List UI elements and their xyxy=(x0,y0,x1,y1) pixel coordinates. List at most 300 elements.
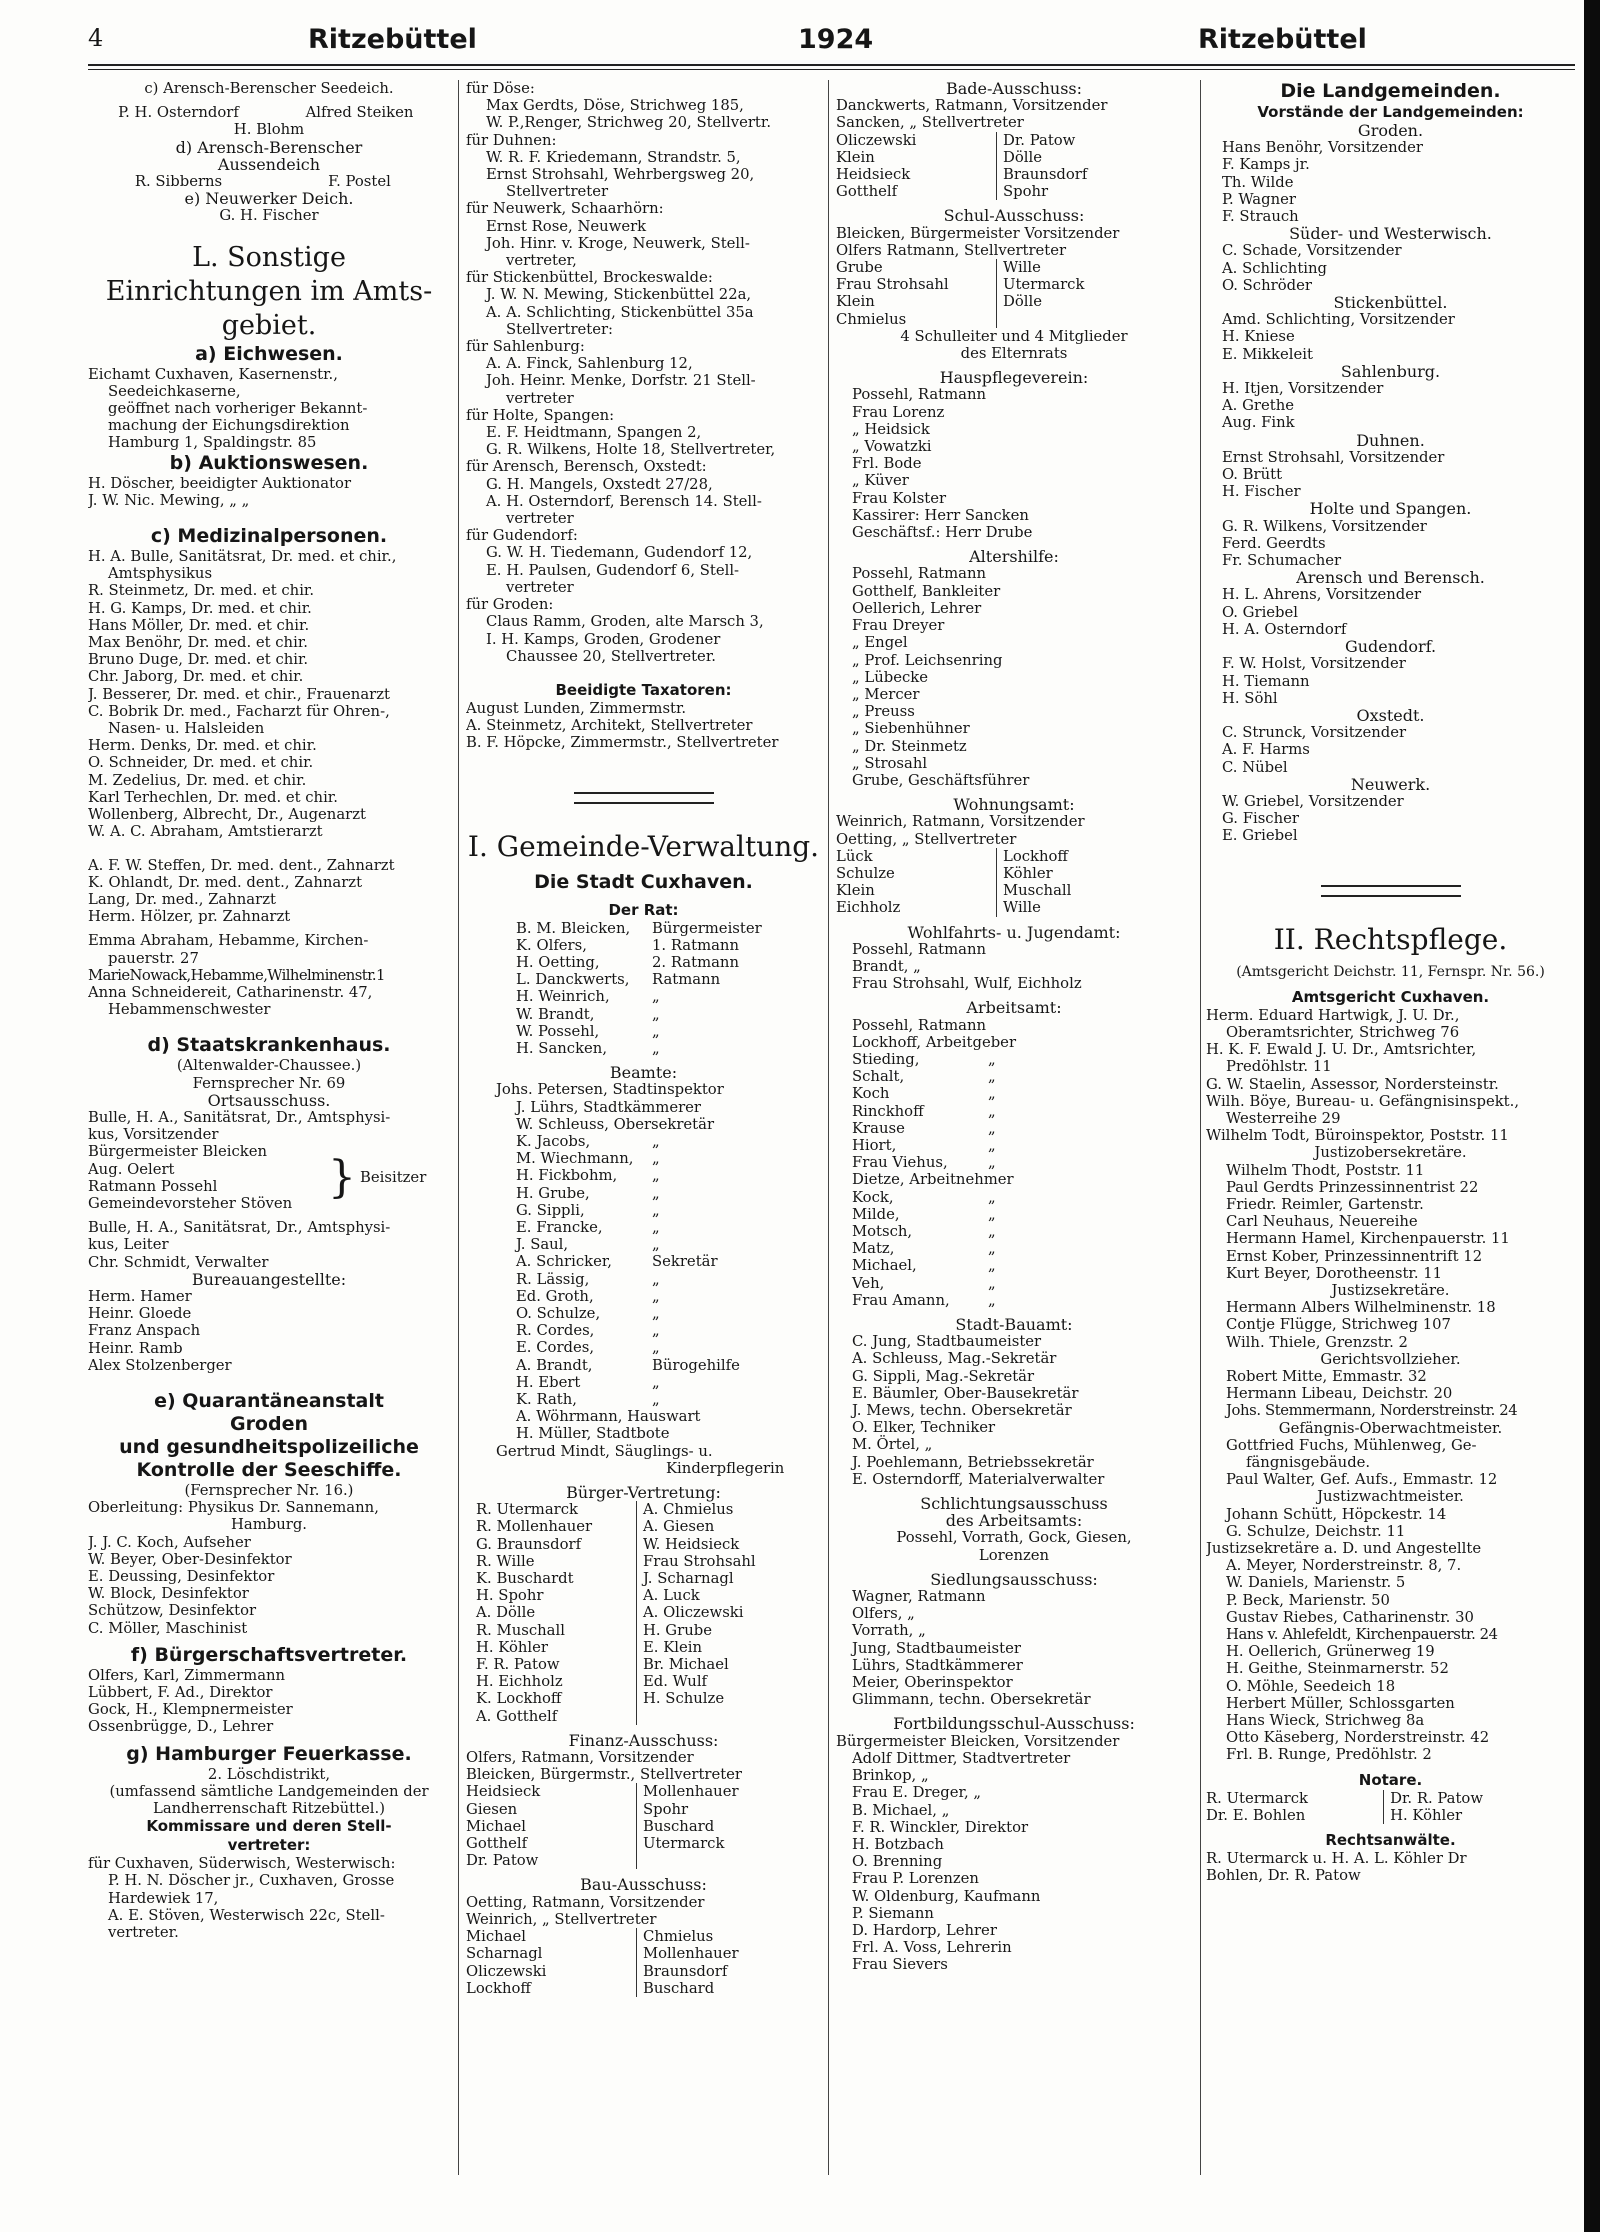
list-item xyxy=(836,183,1192,200)
text-line: Chr. Jaborg, Dr. med. et chir. xyxy=(88,668,304,686)
text-line: Bulle, H. A., Sanitätsrat, Dr., Amtsphysi- xyxy=(88,1108,391,1126)
list-item-left: R. Muschall xyxy=(476,1622,637,1639)
text-line: A. A. Finck, Sahlenburg 12, xyxy=(486,355,693,373)
header-left-title: Ritzebüttel xyxy=(308,24,477,55)
list-item-left: Eichholz xyxy=(836,899,997,916)
text-line: O. Möhle, Seedeich 18 xyxy=(1226,1677,1396,1695)
text-line: Ratmann Possehl xyxy=(88,1177,218,1195)
text-line: W. R. F. Kriedemann, Strandstr. 5, xyxy=(486,148,741,166)
list-item xyxy=(852,1257,1192,1274)
text-line: Bleicken, Bürgermeister Vorsitzender xyxy=(836,224,1120,242)
text-line: Kinderpflegerin xyxy=(666,1459,785,1477)
list-item xyxy=(476,1501,821,1518)
list-item xyxy=(836,848,1192,865)
text-line: vertreter xyxy=(506,389,574,407)
list-item-right xyxy=(637,1708,643,1725)
list-item xyxy=(516,1357,821,1374)
list-item-right: W. Heidsieck xyxy=(643,1535,740,1553)
text-line: O. Schneider, Dr. med. et chir. xyxy=(88,754,314,772)
text-line: Westerreihe 29 xyxy=(1226,1109,1341,1127)
header-year: 1924 xyxy=(798,24,874,55)
list-item-left: Grube xyxy=(836,259,997,276)
text-line: vertreter, xyxy=(506,252,577,270)
text-line: 2. Löschdistrikt, xyxy=(207,1765,331,1783)
text-line: O. Griebel xyxy=(1222,603,1299,621)
list-item-left: Krause xyxy=(852,1119,905,1137)
text-line: Glimmann, techn. Obersekretär xyxy=(852,1691,1091,1709)
list-item-right: Muschall xyxy=(1003,882,1072,900)
list-item-right xyxy=(637,1852,643,1869)
text-line: „ Lübecke xyxy=(852,668,928,686)
text-line: H. Tiemann xyxy=(1222,672,1310,690)
text-line: (Altenwalder-Chaussee.) xyxy=(176,1057,362,1075)
section-heading: Groden xyxy=(229,1412,309,1435)
list-item-right: „ xyxy=(988,1257,996,1275)
text-line: H. Kniese xyxy=(1222,328,1295,346)
list-item-right: „ xyxy=(652,1339,660,1357)
text-line: Predöhlstr. 11 xyxy=(1226,1058,1332,1076)
list-item xyxy=(466,1835,821,1852)
list-item xyxy=(516,1219,821,1236)
text-line: Ossenbrügge, D., Lehrer xyxy=(88,1718,274,1736)
text-line: W. Griebel, Vorsitzender xyxy=(1222,792,1404,810)
list-item-right: E. Klein xyxy=(643,1638,703,1656)
list-item xyxy=(836,293,1192,310)
text-line: Emma Abraham, Hebamme, Kirchen- xyxy=(88,932,369,950)
list-item-right: „ xyxy=(988,1291,996,1309)
list-item-left: Klein xyxy=(836,293,997,310)
text-line: F. R. Winckler, Direktor xyxy=(852,1818,1029,1836)
text-line: Dietze, Arbeitnehmer xyxy=(852,1171,1014,1189)
list-item-left: Giesen xyxy=(466,1801,637,1818)
list-item-left: Rinckhoff xyxy=(852,1102,924,1120)
subsection-heading: Stickenbüttel. xyxy=(1333,293,1448,313)
list-item xyxy=(836,166,1192,183)
list-item-right: Mollenhauer xyxy=(643,1945,739,1963)
list-item-right: „ xyxy=(988,1274,996,1292)
text-line: Danckwerts, Ratmann, Vorsitzender xyxy=(836,97,1108,115)
text-line: A. Schlichting xyxy=(1222,259,1328,277)
list-item-right: „ xyxy=(652,988,660,1006)
text-line: Aug. Oelert xyxy=(88,1160,175,1178)
column-4 xyxy=(1206,80,1575,2210)
name-pair: P. H. Osterndorf Alfred Steiken xyxy=(118,104,414,122)
text-line: Wollenberg, Albrecht, Dr., Augenarzt xyxy=(88,806,366,824)
subsection-heading: Gerichtsvollzieher. xyxy=(1320,1350,1461,1368)
list-item-left: Michael, xyxy=(852,1257,917,1275)
text-line: A. Steinmetz, Architekt, Stellvertreter xyxy=(466,717,753,735)
list-item-left: K. Buschardt xyxy=(476,1570,637,1587)
list-item xyxy=(852,1103,1192,1120)
list-item-right: „ xyxy=(652,1304,660,1322)
text-line: Gotthelf, Bankleiter xyxy=(852,582,1001,600)
text-line: G. R. Wilkens, Holte 18, Stellvertreter, xyxy=(486,441,776,459)
text-line: Hamburg 1, Spaldingstr. 85 xyxy=(108,434,317,452)
list-item-left: W. Possehl, xyxy=(516,1022,600,1040)
list-item-right: „ xyxy=(988,1050,996,1068)
list-item xyxy=(476,1553,821,1570)
text-line: Chr. Schmidt, Verwalter xyxy=(88,1253,269,1271)
section-title: L. Sonstige xyxy=(192,241,346,273)
subsection-heading: Bau-Ausschuss: xyxy=(580,1875,707,1895)
text-line: E. H. Paulsen, Gudendorf 6, Stell- xyxy=(486,561,740,579)
text-line: für Groden: xyxy=(466,596,554,614)
list-item-right: Wille xyxy=(1003,259,1041,277)
text-line: Hermann Hamel, Kirchenpauerstr. 11 xyxy=(1226,1230,1510,1248)
text-line: P. Siemann xyxy=(852,1904,934,1922)
text-line: O. Brütt xyxy=(1222,466,1283,484)
list-item-right: A. Luck xyxy=(643,1587,700,1605)
schul-list xyxy=(836,259,1192,328)
text-line: J. Poehlemann, Betriebssekretär xyxy=(852,1453,1094,1471)
list-item xyxy=(516,1236,821,1253)
list-item xyxy=(516,1202,821,1219)
list-item xyxy=(516,971,821,988)
list-item xyxy=(516,988,821,1005)
list-item-left: M. Wiechmann, xyxy=(516,1150,634,1168)
text-line: A. Grethe xyxy=(1222,397,1294,415)
text-line: Oetting, Ratmann, Vorsitzender xyxy=(466,1893,705,1911)
list-item xyxy=(476,1536,821,1553)
subsection-heading: Hauspflegeverein: xyxy=(939,368,1089,388)
text-line: M. Zedelius, Dr. med. et chir. xyxy=(88,771,307,789)
list-item xyxy=(476,1690,821,1707)
text-line: Hermann Albers Wilhelminenstr. 18 xyxy=(1226,1299,1496,1317)
list-item-left: Frau Strohsahl xyxy=(836,276,997,293)
section-title: gebiet. xyxy=(221,309,317,341)
column-rule-3 xyxy=(1200,80,1201,2175)
list-item xyxy=(476,1604,821,1621)
list-item-left: B. M. Bleicken, xyxy=(516,919,631,937)
text-line: „ Siebenhühner xyxy=(852,720,970,738)
list-item-right: Buschard xyxy=(643,1817,715,1835)
list-item xyxy=(516,1374,821,1391)
list-item-right: „ xyxy=(652,1287,660,1305)
list-item xyxy=(516,1288,821,1305)
finanz-list xyxy=(466,1783,821,1869)
text-line: Hans v. Ahlefeldt, Kirchenpauerstr. 24 xyxy=(1226,1626,1498,1644)
text-line: vertreter xyxy=(506,510,574,528)
text-line: Bruno Duge, Dr. med. et chir. xyxy=(88,651,309,669)
list-item-left: Koch xyxy=(852,1085,890,1103)
list-item xyxy=(852,1189,1192,1206)
list-item-right: J. Scharnagl xyxy=(643,1570,734,1588)
arbeitsamt-list xyxy=(836,1051,1192,1171)
text-line: O. Schröder xyxy=(1222,276,1312,294)
text-line: Wilh. Böye, Bureau- u. Gefängnisinspekt., xyxy=(1206,1092,1520,1110)
list-item-right: A. Oliczewski xyxy=(643,1604,744,1622)
list-item-left: R. Cordes, xyxy=(516,1322,595,1340)
text-line: Brandt, „ xyxy=(852,957,921,975)
list-item xyxy=(466,1963,821,1980)
subsection-heading: des Arbeitsamts: xyxy=(945,1511,1083,1531)
text-line: G. Fischer xyxy=(1222,810,1299,828)
text-line: Amd. Schlichting, Vorsitzender xyxy=(1222,311,1455,329)
header-right-title: Ritzebüttel xyxy=(1198,24,1367,55)
text-line: B. Michael, „ xyxy=(852,1801,950,1819)
list-item-right: „ xyxy=(988,1068,996,1086)
text-line: G. H. Mangels, Oxstedt 27/28, xyxy=(486,475,713,493)
text-line: Hermann Libeau, Deichstr. 20 xyxy=(1226,1385,1453,1403)
text-line: „ Mercer xyxy=(852,685,920,703)
subsection-heading: Justizobersekretäre. xyxy=(1314,1144,1467,1162)
text-line: Chaussee 20, Stellvertreter. xyxy=(506,647,716,665)
list-item-left: Frau Amann, xyxy=(852,1291,950,1309)
text-line: August Lunden, Zimmermstr. xyxy=(466,699,687,717)
list-item xyxy=(836,899,1192,916)
list-item xyxy=(852,1223,1192,1240)
list-item-right: „ xyxy=(652,1391,660,1408)
text-line: Gemeindevorsteher Stöven xyxy=(88,1194,293,1212)
text-line: Ernst Strohsahl, Wehrbergsweg 20, xyxy=(486,166,755,184)
list-item xyxy=(852,1085,1192,1102)
list-item-left: G. Sippli, xyxy=(516,1201,585,1219)
list-item xyxy=(852,1120,1192,1137)
text-line: „ Heidsick xyxy=(852,420,930,438)
text-line: Vorrath, „ xyxy=(852,1622,926,1640)
list-item xyxy=(476,1518,821,1535)
list-item-right: Lockhoff xyxy=(1003,847,1068,865)
list-item-right: Frau Strohsahl xyxy=(643,1552,756,1570)
text-line: J. W. N. Mewing, Stickenbüttel 22a, xyxy=(486,286,752,304)
list-item-right: Mollenhauer xyxy=(643,1783,739,1801)
text-line: F. Strauch xyxy=(1222,208,1299,226)
text-line: G. R. Wilkens, Vorsitzender xyxy=(1222,517,1427,535)
text-line: Brinkop, „ xyxy=(852,1767,929,1785)
subsection-heading: Sahlenburg. xyxy=(1340,361,1441,381)
list-item-left: Oliczewski xyxy=(836,132,997,149)
text-line: Weinrich, „ Stellvertreter xyxy=(466,1910,657,1928)
list-item-right xyxy=(997,311,1003,328)
name-pair: R. Sibberns F. Postel xyxy=(134,173,391,191)
text-line: für Holte, Spangen: xyxy=(466,406,615,424)
subsection-heading: Groden. xyxy=(1357,121,1424,140)
list-item xyxy=(836,311,1192,328)
list-item xyxy=(836,132,1192,149)
column-rule-1 xyxy=(458,80,459,2175)
text-line: Justizsekretäre a. D. und Angestellte xyxy=(1206,1540,1482,1558)
list-item xyxy=(516,1253,821,1270)
list-item-left: A. Schricker, xyxy=(516,1253,613,1271)
text-line: C. Bobrik Dr. med., Facharzt für Ohren-, xyxy=(88,702,390,720)
text-line: B. F. Höpcke, Zimmermstr., Stellvertreter xyxy=(466,734,779,752)
text-line: Bohlen, Dr. R. Patow xyxy=(1206,1867,1361,1885)
list-item-right: „ xyxy=(988,1154,996,1172)
text-line: Lockhoff, Arbeitgeber xyxy=(852,1033,1017,1051)
column-3 xyxy=(836,80,1192,2210)
list-item-right: „ xyxy=(652,1373,660,1391)
text-line: Th. Wilde xyxy=(1222,173,1294,191)
list-item-left: Heidsieck xyxy=(466,1783,637,1800)
text-line: kus, Vorsitzender xyxy=(88,1126,219,1144)
section-heading: Rechtsanwälte. xyxy=(1325,1831,1456,1850)
list-item-right: „ xyxy=(652,1150,660,1168)
list-item-left: Schalt, xyxy=(852,1068,905,1086)
list-item xyxy=(836,865,1192,882)
list-item-left: K. Lockhoff xyxy=(476,1690,637,1707)
list-item-right: Ed. Wulf xyxy=(643,1673,708,1691)
list-item-right: „ xyxy=(652,1132,660,1150)
text-line: E. Deussing, Desinfektor xyxy=(88,1568,275,1585)
list-item xyxy=(516,1040,821,1057)
text-line: W. A. C. Abraham, Amtstierarzt xyxy=(88,823,323,841)
text-line: Ernst Rose, Neuwerk xyxy=(486,217,647,235)
section-heading: Notare. xyxy=(1358,1770,1423,1789)
text-line: J. Besserer, Dr. med. et chir., Frauenarzt xyxy=(88,685,390,703)
subsection-heading: Fortbildungsschul-Ausschuss: xyxy=(893,1714,1135,1734)
section-heading: c) Medizinalpersonen. xyxy=(150,525,388,548)
section-heading: e) Quarantäneanstalt xyxy=(154,1389,384,1412)
list-item-left: H. Fickbohm, xyxy=(516,1167,618,1185)
text-line: W. Beyer, Ober-Desinfektor xyxy=(88,1550,292,1568)
text-line: Otto Käseberg, Norderstreinstr. 42 xyxy=(1226,1729,1490,1747)
scan-edge xyxy=(1584,0,1600,2232)
list-item xyxy=(466,1783,821,1800)
list-item-right: „ xyxy=(652,1167,660,1185)
text-line: Ernst Strohsahl, Vorsitzender xyxy=(1222,448,1445,466)
list-item-left: Oliczewski xyxy=(466,1963,637,1980)
list-item-left: K. Jacobs, xyxy=(516,1132,591,1150)
brace-glyph: } xyxy=(328,1151,356,1203)
list-item-left: Michael xyxy=(466,1928,637,1945)
column-1 xyxy=(88,80,450,2210)
list-item xyxy=(466,1852,821,1869)
subsection-heading: Gudendorf. xyxy=(1344,637,1437,657)
text-line: Olfers Ratmann, Stellvertreter xyxy=(836,241,1067,259)
text-line: Eichamt Cuxhaven, Kasernenstr., xyxy=(88,365,338,383)
list-item-right: „ xyxy=(652,1201,660,1219)
list-item xyxy=(466,1980,821,1997)
text-line: H. K. F. Ewald J. U. Dr., Amtsrichter, xyxy=(1206,1041,1477,1059)
text-line: Gottfried Fuchs, Mühlenweg, Ge- xyxy=(1226,1436,1477,1454)
text-line: C. Schade, Vorsitzender xyxy=(1222,242,1402,260)
buerger-vertretung-list xyxy=(466,1501,821,1725)
list-item-right: H. Schulze xyxy=(643,1690,725,1708)
text-line: R. Steinmetz, Dr. med. et chir. xyxy=(88,582,315,600)
list-item-left: Lockhoff xyxy=(466,1980,637,1997)
list-item xyxy=(476,1622,821,1639)
text-line: vertreter. xyxy=(108,1924,179,1942)
list-item xyxy=(852,1137,1192,1154)
text-line: Possehl, Ratmann xyxy=(852,565,987,583)
list-item xyxy=(516,954,821,971)
list-item-right: Spohr xyxy=(1003,183,1049,201)
text-line: „ Vowatzki xyxy=(852,438,932,456)
section-heading: b) Auktionswesen. xyxy=(169,451,369,474)
column-2 xyxy=(466,80,821,2210)
text-line: Herm. Denks, Dr. med. et chir. xyxy=(88,737,317,755)
text-line: J. Lührs, Stadtkämmerer xyxy=(516,1098,701,1116)
text-line: E. Griebel xyxy=(1222,827,1298,845)
list-item xyxy=(516,1322,821,1339)
text-line: G. W. Staelin, Assessor, Nordersteinstr. xyxy=(1206,1075,1499,1093)
list-item-right: „ xyxy=(988,1205,996,1223)
text-line: Gock, H., Klempnermeister xyxy=(88,1701,293,1719)
list-item xyxy=(516,1185,821,1202)
text-line: Anna Schneidereit, Catharinenstr. 47, xyxy=(88,983,373,1001)
list-item-right: „ xyxy=(988,1240,996,1258)
list-item xyxy=(852,1068,1192,1085)
subsection-heading: Aussendeich xyxy=(217,154,321,174)
section-heading: Vorstände der Landgemeinden: xyxy=(1257,103,1524,121)
text-line: W. Daniels, Marienstr. 5 xyxy=(1226,1574,1406,1592)
list-item xyxy=(476,1587,821,1604)
list-item-left: Stieding, xyxy=(852,1050,920,1068)
text-line: Lübbert, F. Ad., Direktor xyxy=(88,1684,273,1702)
page xyxy=(88,20,1575,2220)
text-line: Possehl, Ratmann xyxy=(852,940,987,958)
text-line: A. A. Schlichting, Stickenbüttel 35a xyxy=(486,303,754,321)
text-line: Frau Dreyer xyxy=(852,617,945,635)
text-line: J. W. Nic. Mewing, „ „ xyxy=(88,491,250,509)
brace-group xyxy=(88,1143,450,1212)
list-item-left: Michael xyxy=(466,1818,637,1835)
list-item-left: Milde, xyxy=(852,1205,900,1223)
subsection-heading: Arbeitsamt: xyxy=(966,998,1062,1018)
text-line: Possehl, Vorrath, Gock, Giesen, xyxy=(896,1529,1132,1547)
text-line: kus, Leiter xyxy=(88,1236,169,1254)
text-line: C. Jung, Stadtbaumeister xyxy=(852,1333,1042,1351)
list-item-left: Ed. Groth, xyxy=(516,1287,594,1305)
list-item-left: Scharnagl xyxy=(466,1945,637,1962)
list-item xyxy=(852,1275,1192,1292)
text-line: Lang, Dr. med., Zahnarzt xyxy=(88,890,276,908)
list-item-right: Buschard xyxy=(643,1979,715,1997)
list-item-left: Kock, xyxy=(852,1188,894,1206)
list-item xyxy=(836,149,1192,166)
text-line: J. J. C. Koch, Aufseher xyxy=(88,1533,251,1551)
subsection-heading: Justizwachtmeister. xyxy=(1317,1488,1464,1506)
section-heading: d) Staatskrankenhaus. xyxy=(147,1034,391,1057)
text-line: A. F. W. Steffen, Dr. med. dent., Zahnarzt xyxy=(88,856,395,874)
text-line: Amtsphysikus xyxy=(108,565,213,583)
text-line: H. Fischer xyxy=(1222,483,1301,501)
list-item-left: R. Utermarck xyxy=(476,1501,637,1518)
text-line: machung der Eichungsdirektion xyxy=(108,417,350,435)
subsection-heading: Arensch und Berensch. xyxy=(1296,568,1485,588)
text-line: E. F. Heidtmann, Spangen 2, xyxy=(486,424,702,442)
list-item-left: R. Lässig, xyxy=(516,1270,590,1288)
section-title: II. Rechtspflege. xyxy=(1273,922,1508,956)
list-item xyxy=(516,1391,821,1408)
subsection-heading: Wohlfahrts- u. Jugendamt: xyxy=(907,922,1121,942)
text-line: Nasen- u. Halsleiden xyxy=(108,720,265,738)
subsection-heading: Finanz-Ausschuss: xyxy=(568,1730,719,1750)
section-heading: Die Stadt Cuxhaven. xyxy=(534,870,753,893)
text-line: W. Block, Desinfektor xyxy=(88,1585,249,1603)
list-item xyxy=(476,1656,821,1673)
subsection-heading: Wohnungsamt: xyxy=(953,795,1075,815)
text-line: P. Beck, Marienstr. 50 xyxy=(1226,1591,1390,1609)
list-item-left: Chmielus xyxy=(836,311,997,328)
list-item-right: A. Chmielus xyxy=(643,1501,734,1519)
text-line: Frau P. Lorenzen xyxy=(852,1870,979,1888)
text-line: D. Hardorp, Lehrer xyxy=(852,1921,997,1939)
list-item xyxy=(852,1051,1192,1068)
list-item-left: Klein xyxy=(836,882,997,899)
text-line: Oberleitung: Physikus Dr. Sannemann, xyxy=(88,1499,379,1517)
text-line: für Duhnen: xyxy=(466,131,557,149)
list-item-left: A. Brandt, xyxy=(516,1356,593,1374)
list-item-left: Gotthelf xyxy=(836,183,997,200)
text-line: Lorenzen xyxy=(978,1546,1050,1564)
text-line: Karl Terhechlen, Dr. med. et chir. xyxy=(88,788,338,806)
text-line: (Amtsgericht Deichstr. 11, Fernspr. Nr. 56.) xyxy=(1236,963,1545,980)
list-item xyxy=(476,1570,821,1587)
text-line: „ Prof. Leichsenring xyxy=(852,651,1003,669)
text-line: Bürgermeister Bleicken, Vorsitzender xyxy=(836,1732,1120,1750)
list-item-right: „ xyxy=(988,1119,996,1137)
